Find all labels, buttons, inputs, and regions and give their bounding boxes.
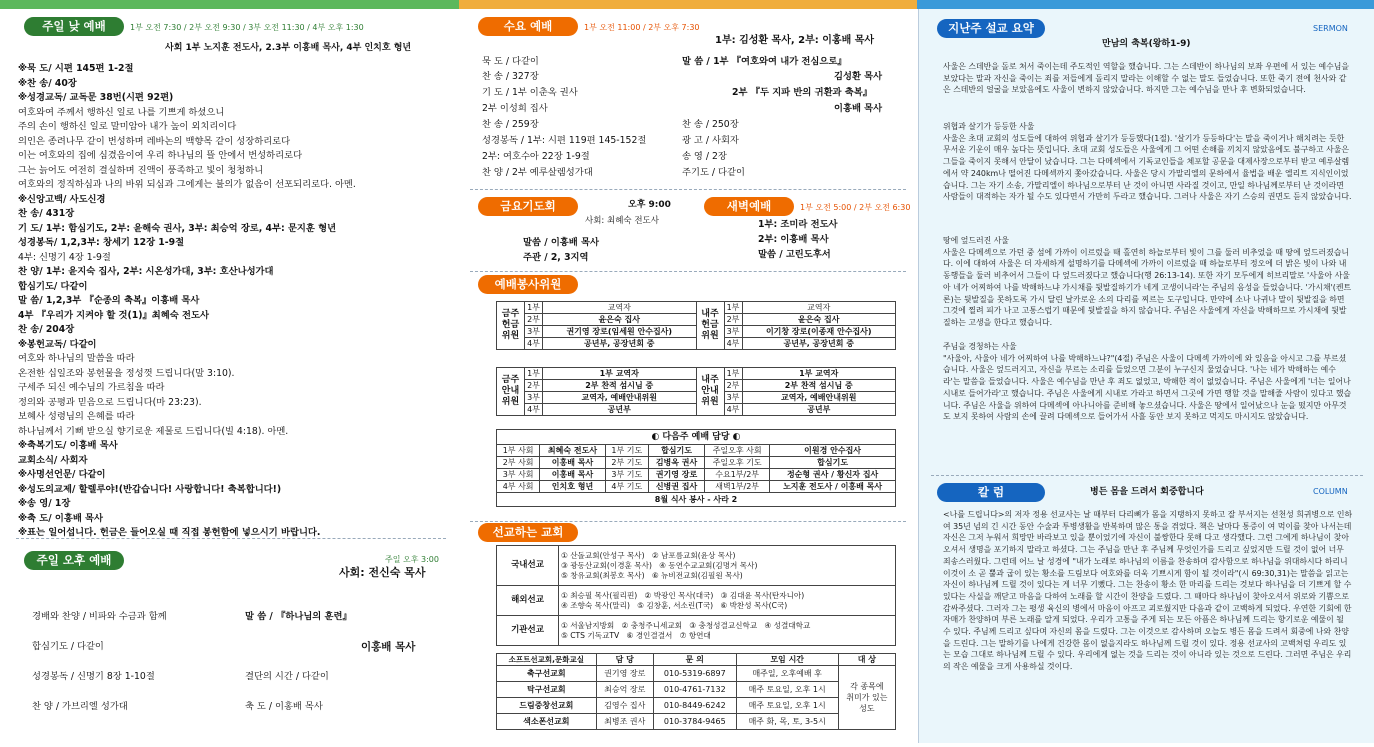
dawn-worship-2: 2부: 이홍배 목사 (758, 234, 829, 245)
order-line: 정의와 공평과 믿음으로 드립니다(마 23:23). (18, 396, 202, 408)
afternoon-worship-leader: 사회: 전신숙 목사 (339, 566, 426, 579)
order-line: 보혜사 성령님의 은혜를 따라 (18, 411, 135, 422)
afternoon-praise: 경배와 찬양 / 비파와 수금과 함께 (32, 611, 167, 622)
order-line: 여호와여 주께서 행하신 일로 나를 기쁘게 하셨으니 (18, 106, 225, 118)
group-next-week-guide: 내주 안내 위원 (696, 368, 724, 416)
part: 1부 (724, 302, 742, 314)
next-week-cell: 최혜숙 전도사 (540, 445, 605, 457)
offering-volunteers-table (496, 301, 896, 350)
top-stripe-green (0, 0, 459, 9)
afternoon-benediction: 축 도 / 이홍배 목사 (245, 701, 323, 712)
sports-cell: 010-3784-9465 (653, 714, 736, 730)
next-week-cell: 김병옥 권사 (648, 457, 704, 469)
sermon-heading: 만남의 축복(왕하1-9) (1102, 39, 1191, 49)
order-line: 말 씀/ 1,2,3부 『순종의 축복』이홍배 목사 (18, 295, 200, 306)
wed-right-5: 광 고 / 사회자 (682, 135, 739, 146)
wed-left-7: 찬 양 / 2부 예루살렘성가대 (482, 167, 593, 178)
cell: 교역자, 예배안내위원 (543, 392, 697, 404)
divider (16, 538, 446, 539)
guide-volunteers-table (496, 367, 896, 416)
next-week-cell: 새벽1부/2부 (705, 481, 770, 493)
next-week-duty-title: ◐ 다음주 예배 담당 ◐ (497, 430, 896, 445)
mission-domestic-list: ① 산돌교회(안성구 목사) ② 남포름교회(윤상 목사) ③ 광동산교회(이경훈 목사) ④ 동연수교교회(김명겨 목사) ⑤ 창유교회(최봉호 목사) ⑥ 뉴비전교회(김필원 목사) (559, 546, 896, 586)
cell: 공년부, 공장년회 중 (742, 338, 896, 350)
cell: 1부 교역자 (543, 368, 697, 380)
next-week-cell: 3부 기도 (605, 469, 648, 481)
wednesday-worship-times: 1부 오전 11:00 / 2부 오후 7:30 (584, 23, 700, 32)
sermon-summary-title: 지난주 설교 요약 (937, 19, 1045, 38)
order-line: ※축복기도/ 이홍배 목사 (18, 440, 118, 451)
part: 2부 (525, 380, 543, 392)
dawn-worship-1: 1부: 조미라 전도사 (758, 219, 838, 230)
order-line: 4부 『우리가 지켜야 할 것(1)』최혜숙 전도사 (18, 309, 209, 321)
top-stripe-blue (917, 0, 1374, 9)
order-line: ※표는 일어섭니다. 헌금은 들어오실 때 직접 봉헌함에 넣으시기 바랍니다. (18, 527, 321, 538)
order-line: ※사명선언문/ 다같이 (18, 469, 106, 480)
sports-cell: 색소폰선교회 (497, 714, 597, 730)
next-week-cell: 신병권 집사 (648, 481, 704, 493)
part: 2부 (724, 314, 742, 326)
sermon-para-1: 위협과 살기가 등등한 사울 사울은 초대 교회의 성도들에 대하여 위협과 살기가 등등했다(1절). '살기가 등등하다'는 말을 죽이거나 해치려는 듯한 무서운 기운이 매우 높다는 뜻입니다. 초대 교회 성도들은 사울에게 그 어떤 손해를 끼치지 않았음에도 불구하고 사울은 그들을 죽이지 못해서 안달이 났습니다. 그는 다메섹에서 기독교인들을 체포할 공문을 대제사장으로부터 받고 예루살렘에서 약 240km나 떨어진 다메섹까지 쫓아갔습니다. 사울은 당시 가말리엘의 문하에서 율법을 배운 엘리트 지식인이었습니다. 그는 자기 소송, 가말리엘이 하나님으로부터 난 것이 아니면 사라질 것이고, 만일 하나님께로부터 난 것이라면 사람들이 대적하는 자가 될 수도 있다면서 가만히 두라고 했습니다. 그러나 사울은 자기 스승의 권면도 듣지 않았습니다. (943, 122, 1352, 202)
sports-cell: 축구선교회 (497, 666, 597, 682)
header: 소프트선교회,문화교실 (497, 654, 597, 666)
order-line: 여호와 하나님의 말씀을 따라 (18, 353, 135, 364)
column-sunday-worship (0, 9, 458, 743)
dawn-worship-title: 새벽예배 (704, 197, 794, 216)
afternoon-decision: 결단의 시간 / 다같이 (245, 671, 329, 682)
header: 문 의 (653, 654, 736, 666)
sports-cell: 드림중창선교회 (497, 698, 597, 714)
part: 1부 (525, 302, 543, 314)
wed-left-5: 성경봉독 / 1부: 시편 119편 145-152절 (482, 135, 647, 146)
sports-target: 각 종목에 취미가 있는 성도 (838, 666, 895, 730)
next-week-cell: 4부 기도 (605, 481, 648, 493)
order-line: 찬 송/ 431장 (18, 208, 75, 219)
sports-cell: 최병조 권사 (596, 714, 653, 730)
group-this-week-offering: 금주 헌금 위원 (497, 302, 525, 350)
next-week-cell: 권기영 장로 (648, 469, 704, 481)
wed-left-6: 2부: 여호수아 22장 1-9절 (482, 151, 590, 162)
wed-right-4: 찬 송 / 250장 (682, 119, 739, 130)
friday-prayer-title: 금요기도회 (478, 197, 578, 216)
sermon-para-0: 사울은 스데반을 돌로 쳐서 죽이는데 주도적인 역할을 했습니다. 그는 스데반이 하나님의 보좌 우편에 서 있는 예수님을 보았다는 말과 자신을 죽이는 죄를 저들에게 돌리지 말라는 이해할 수 없는 말도 들었습니다. 또한 죽기 전에 천사와 같은 스데반의 얼굴을 보았음에도 사울이 변하지 않았습니다. 하지만 그는 예수님을 만나 후 변화되었습니다. (943, 62, 1350, 95)
next-week-cell: 이홍배 목사 (540, 469, 605, 481)
order-line: 하나님께서 기뻐 받으실 향기로운 제물로 드립니다(빌 4:18). 아멘. (18, 425, 289, 437)
wednesday-worship-leaders: 1부: 김성환 목사, 2부: 이홍배 목사 (715, 35, 875, 46)
cell: 1부 교역자 (742, 368, 896, 380)
afternoon-worship-time: 주일 오후 3:00 (385, 555, 439, 564)
wed-right-7: 주기도 / 다같이 (682, 167, 745, 178)
part: 1부 (724, 368, 742, 380)
mission-institution-list: ① 서울남지방회 ② 충청주니세교회 ③ 충청성결교신학교 ④ 성결대학교 ⑤ CTS 기독교TV ⑥ 경인결결서 ⑦ 항연대 (559, 616, 896, 646)
sports-cell: 매주일, 오후예배 후 (736, 666, 838, 682)
order-line: 합심기도/ 다같이 (18, 280, 88, 292)
order-line: 4부: 신명기 4장 1-9절 (18, 251, 111, 263)
meal-service: 8월 식사 봉사 - 사라 2 (497, 493, 896, 507)
next-week-duty-table (496, 429, 896, 507)
wed-right-3: 이홍배 목사 (834, 103, 883, 114)
top-stripe-orange (459, 0, 917, 9)
sports-cell: 010-4761-7132 (653, 682, 736, 698)
sports-cell: 탁구선교회 (497, 682, 597, 698)
order-line: ※봉헌교독/ 다같이 (18, 338, 97, 350)
group-this-week-guide: 금주 안내 위원 (497, 368, 525, 416)
next-week-cell: 4부 사회 (497, 481, 540, 493)
cell: 공년부 (543, 404, 697, 416)
cell: 이기창 장로(이종재 안수집사) (742, 326, 896, 338)
mission-overseas-label: 해외선교 (497, 586, 559, 616)
sunday-worship-title: 주일 낮 예배 (24, 17, 124, 36)
order-line: ※축 도/ 이홍배 목사 (18, 512, 104, 524)
group-next-week-offering: 내주 헌금 위원 (696, 302, 724, 350)
next-week-cell: 수요1부/2부 (705, 469, 770, 481)
order-line: 여호와의 정직하심과 나의 바위 되심과 그에게는 불의가 없음이 선포되리로다. 아멘. (18, 179, 356, 190)
order-line: 그는 늙어도 여전히 결실하며 진액이 풍족하고 빛이 청청하니 (18, 164, 264, 176)
column-title: 칼 럼 (937, 483, 1045, 502)
mission-institution-label: 기관선교 (497, 616, 559, 646)
next-week-cell: 이홍배 목사 (540, 457, 605, 469)
next-week-cell: 1부 기도 (605, 445, 648, 457)
column-para-0: <나를 드립니다>의 저자 정용 선교사는 날 때부터 다리뼈가 몸을 지탱하지 못하고 잘 부서지는 선천성 희귀병으로 인하여 35년 넘의 긴 시간 동안 수술과 투병생활을 반복하며 많은 통을 겪었다. 책은 날마다 통증이 여 먹이를 찾아 나서는데 자신은 그저 누워서 희망만 바라보고 있을 뿐이었기에 자신이 불쌍한다 못해 다고 생각했다. 그런 그에게 하나님이 찾아오셔서 생명을 포기하지 말라고 하셨다. 그는 주님을 만난 후 주님께 무엇인가를 드리고 싶었지만 드릴 것이 없어 너무 죄송스러웠다. 그런데 어느 날 성경에 "내가 노래로 하나님의 이름을 찬송하며 감사함으로 하나님을 위대하시다 하리니 이것이 소 곧 뿔과 굽이 있는 황소를 드림보다 여호와를 더욱 기쁘시게 함이 될 것이라"(시 69:30,31)는 말씀을 읽고는 자신이 하나님께 드릴 것이 있다는 게 너무 기뻤다. 그는 찬송이 황소 한 마리를 드리는 것보다 하나님을 더 기쁘게 할 수 있다는 사실을 깨닫고 마음을 다하여 노래를 할 시간이 찬양을 드렸다. 그 때마다 하나님이 찾아오셔서 위로와 기쁨으로 감싸주셨다. 그러자 그는 평생 육신의 병에서 마음이 아프고 괴로웠지만 다음과 같이 고백하게 되었다. 우연한 기회에 한 자매가 찬양하며 부른 노래를 알게 되었다. 우리가 고통을 주게 되는 모든 아픔은 하나님께 드리는 향기로운 예물이 될 수 있다. 주님께 드리고 싶다며 자신의 몸을 드렸다. 그는 이것으로 감사하며 오늘도 병든 몸을 드려서 회중에 나와 찬양을 드린다. 그는 말하기를 나에게 건강한 몸이 없을지라도 하나님께 드릴 것이 있다. 정용 선교사의 고백처럼 우리도 있는 모습 그대로 하나님께 드릴 수 있다. 우리에게 없는 것을 드리는 것이 아니라 있는 것으로 드린다. 그러면 주님은 우리의 작은 예물을 크게 사용하실 것이다. (943, 510, 1353, 672)
part: 2부 (724, 380, 742, 392)
next-week-cell: 인치호 형년 (540, 481, 605, 493)
order-line: ※묵 도/ 시편 145편 1-2절 (18, 63, 134, 74)
wednesday-worship-title: 수요 예배 (478, 17, 578, 36)
column-weekday-worship (460, 9, 916, 743)
sermon-para-2: 땅에 엎드러진 사울 사울은 다메섹으로 가던 중 섬에 가까이 이르렀을 때 홀연히 하늘로부터 빛이 그를 둘러 비추었을 때 땅에 엎드러졌습니다. 이에 대하여 사울은 더 자세하게 설명하기를 다메섹에 가까이 이르렀을 때 하늘로부터 정오에 더 밝은 빛이 나와 내 동행들을 둘러 비추어서 그들이 다 엎드러졌다고 했습니다(행 26:13-14). 또한 자기 모두에게 히브리말로 '사울아 사울아 네가 어찌하여 나를 박해하느냐 가시채를 뒷발질하기가 네게 고생이니라'는 주님의 음성을 들었습니다. '가시채'(켄트론)는 뒷발질을 못하도록 가시 달린 날카로운 소의 다리를 찌르는 도구입니다. 만약에 소나 나귀나 말이 뒷발질을 하면 그것에 찔려 피가 나고 고통스럽기 때문에 뒷발질을 하지 않습니다. 주님은 사울에게 자신을 박해하므로 가시채에 뒷발질하는 고생을 한다고 했습니다. (943, 236, 1352, 327)
column-sermon-and-column (918, 9, 1374, 743)
wed-left-2: 기 도 / 1부 이춘옥 권사 (482, 87, 578, 98)
dawn-worship-times: 1부 오전 5:00 / 2부 오전 6:30 (800, 203, 911, 212)
sports-cell: 매주 토요일, 오후 1시 (736, 698, 838, 714)
part: 2부 (525, 314, 543, 326)
divider (470, 189, 906, 190)
header: 모임 시간 (736, 654, 838, 666)
part: 3부 (724, 392, 742, 404)
next-week-cell: 2부 사회 (497, 457, 540, 469)
cell: 교역자, 예배안내위원 (742, 392, 896, 404)
cell: 권기영 장로(임세원 안수집사) (543, 326, 697, 338)
header: 대 상 (838, 654, 895, 666)
afternoon-prayer: 합심기도 / 다같이 (32, 641, 104, 652)
afternoon-choir: 찬 양 / 가브리엘 성가대 (32, 701, 128, 712)
afternoon-scripture: 성경봉독 / 신명기 8장 1-10절 (32, 671, 155, 682)
part: 4부 (525, 404, 543, 416)
afternoon-worship-title: 주일 오후 예배 (24, 551, 124, 570)
order-line: 기 도/ 1부: 함심기도, 2부: 윤해숙 권사, 3부: 최승억 장로, 4부: 문지훈 형년 (18, 222, 337, 234)
sports-mission-table (496, 653, 896, 730)
divider (470, 521, 906, 522)
sports-cell: 매주 토요일, 오후 1시 (736, 682, 838, 698)
wed-left-3: 2부 이성희 집사 (482, 103, 548, 114)
order-line: 구세주 되신 예수님의 가르침을 따라 (18, 382, 165, 393)
friday-prayer-leader: 사회: 최혜숙 전도사 (585, 216, 659, 226)
cell: 2부 찬적 섬시님 중 (543, 380, 697, 392)
sports-cell: 010-5319-6897 (653, 666, 736, 682)
next-week-cell: 주일오후 기도 (705, 457, 770, 469)
order-line: 교회소식/ 사회자 (18, 454, 88, 466)
cell: 윤은숙 집사 (543, 314, 697, 326)
header: 담 당 (596, 654, 653, 666)
part: 3부 (525, 392, 543, 404)
cell: 교역자 (742, 302, 896, 314)
next-week-cell: 3부 사회 (497, 469, 540, 481)
order-line: 주의 손이 행하신 일로 말미암아 내가 높이 외치리이다 (18, 121, 237, 132)
cell: 공년부, 공장년회 중 (543, 338, 697, 350)
cell: 윤은숙 집사 (742, 314, 896, 326)
divider (470, 271, 906, 272)
wed-right-1: 김성환 목사 (834, 71, 883, 82)
afternoon-preacher: 이홍배 목사 (361, 641, 416, 653)
sunday-worship-leaders: 사회 1부 노지훈 전도사, 2.3부 이홍배 목사, 4부 인치호 형년 (165, 43, 412, 53)
order-line: 성경봉독/ 1,2,3부: 창세기 12장 1-9절 (18, 237, 185, 248)
order-line: 찬 양/ 1부: 윤지숙 집사, 2부: 시온성가대, 3부: 호산나성가대 (18, 266, 274, 277)
order-line: ※송 영/ 1장 (18, 498, 71, 509)
mission-domestic-label: 국내선교 (497, 546, 559, 586)
order-line: ※성도의교제/ 할렐루야!(반갑습니다! 사랑합니다! 축복합니다!) (18, 483, 282, 495)
volunteer-title: 예배봉사위원 (478, 275, 578, 294)
column-tag: COLUMN (1313, 487, 1348, 496)
cell: 공년부 (742, 404, 896, 416)
next-week-cell: 2부 기도 (605, 457, 648, 469)
part: 3부 (724, 326, 742, 338)
order-line: ※성경교독/ 교독문 38번(시편 92편) (18, 92, 174, 103)
order-line: 이는 여호와의 집에 심겼음이여 우리 하나님의 뜰 안에서 번성하리로다 (18, 150, 303, 161)
column-heading: 병든 몸을 드려서 회중합니다 (1090, 487, 1204, 497)
next-week-cell: 이원경 안수집사 (770, 445, 896, 457)
divider (931, 475, 1363, 476)
sports-cell: 매주 화, 목, 토, 3-5시 (736, 714, 838, 730)
cell: 2부 찬적 섬시님 중 (742, 380, 896, 392)
next-week-cell: 합심기도 (770, 457, 896, 469)
wed-left-4: 찬 송 / 259장 (482, 119, 539, 130)
part: 3부 (525, 326, 543, 338)
afternoon-sermon: 말 씀 / 『하나님의 훈련』 (245, 611, 352, 622)
next-week-cell: 정순형 권사 / 황신자 집사 (770, 469, 896, 481)
next-week-cell: 노지훈 전도사 / 이홍배 목사 (770, 481, 896, 493)
part: 4부 (724, 404, 742, 416)
wed-left-1: 찬 송 / 327장 (482, 71, 539, 82)
sports-cell: 최승억 장로 (596, 682, 653, 698)
next-week-cell: 합심기도 (648, 445, 704, 457)
sports-cell: 010-8449-6242 (653, 698, 736, 714)
mission-table (496, 545, 896, 646)
friday-prayer-host: 주관 / 2, 3지역 (523, 252, 589, 263)
part: 1부 (525, 368, 543, 380)
cell: 교역자 (543, 302, 697, 314)
sports-cell: 권기영 장로 (596, 666, 653, 682)
order-line: ※신앙고백/ 사도신경 (18, 193, 106, 205)
next-week-cell: 주일오후 사회 (705, 445, 770, 457)
part: 4부 (724, 338, 742, 350)
dawn-worship-sermon: 말씀 / 고린도후서 (758, 249, 831, 260)
wed-right-0: 말 씀 / 1부 『여호와여 내가 전심으로』 (682, 56, 847, 67)
order-line: 의인은 종려나무 같이 번성하며 레바논의 백향목 같이 성장하리로다 (18, 135, 291, 147)
wed-right-2: 2부 『두 지파 반의 귀환과 축복』 (732, 87, 873, 98)
part: 4부 (525, 338, 543, 350)
wed-left-0: 묵 도 / 다같이 (482, 56, 539, 67)
friday-prayer-time: 오후 9:00 (628, 200, 671, 210)
sermon-para-3: 주님을 경청하는 사울 "사울아, 사울아 네가 어찌하여 나를 박해하느냐?"(4절) 주님은 사울이 다메섹 가까이에 와 있음을 아시고 그를 부르셨습니다. 사울은 엎드러지고, 자신을 부르는 소리를 들었으면 그분이 누구신지 물었습니다. '나는 네가 박해하는 예수라'는 말씀을 들었습니다. 사울은 예수님을 만난 후 죄도 없었고, 박해한 적이 없었습니다. 주님은 사울에게 '너는 일어나 시내로 들어가라'고 했습니다. 주님은 사울에게 시내로 가라고 하면서 그곳에 가면 행할 것을 말해줄 사람이 있다고 했습니다. 주님은 사울을 위하여 다메섹에 아나니아를 준비해 놓으셨습니다. 사울은 땅에서 일어났으나 눈을 떴지만 아무것도 보지 못하여 사람의 손에 끌려 다메섹으로 들어가서 사흘 동안 보지 못하고 먹지도 마시지도 않았습니다. (943, 342, 1352, 422)
sunday-worship-times: 1부 오전 7:30 / 2부 오전 9:30 / 3부 오전 11:30 / 4부 오후 1:30 (130, 23, 364, 32)
mission-overseas-list: ① 최승필 목사(필리핀) ② 박광인 목사(대국) ③ 김대윤 목사(탄자니아) ④ 조향숙 목사(말리) ⑤ 김창훈, 서소린(T국) ⑥ 박찬성 목사(C국) (559, 586, 896, 616)
friday-prayer-sermon: 말씀 / 이홍배 목사 (523, 237, 599, 248)
sports-cell: 김영수 집사 (596, 698, 653, 714)
order-line: 온전한 십일조와 봉헌물을 정성껏 드립니다(말 3:10). (18, 367, 235, 379)
order-line: 찬 송/ 204장 (18, 324, 75, 335)
sermon-tag: SERMON (1313, 24, 1348, 33)
order-line: ※찬 송/ 40장 (18, 77, 77, 89)
next-week-cell: 1부 사회 (497, 445, 540, 457)
mission-title: 선교하는 교회 (478, 523, 578, 542)
wed-right-6: 송 영 / 2장 (682, 151, 727, 162)
